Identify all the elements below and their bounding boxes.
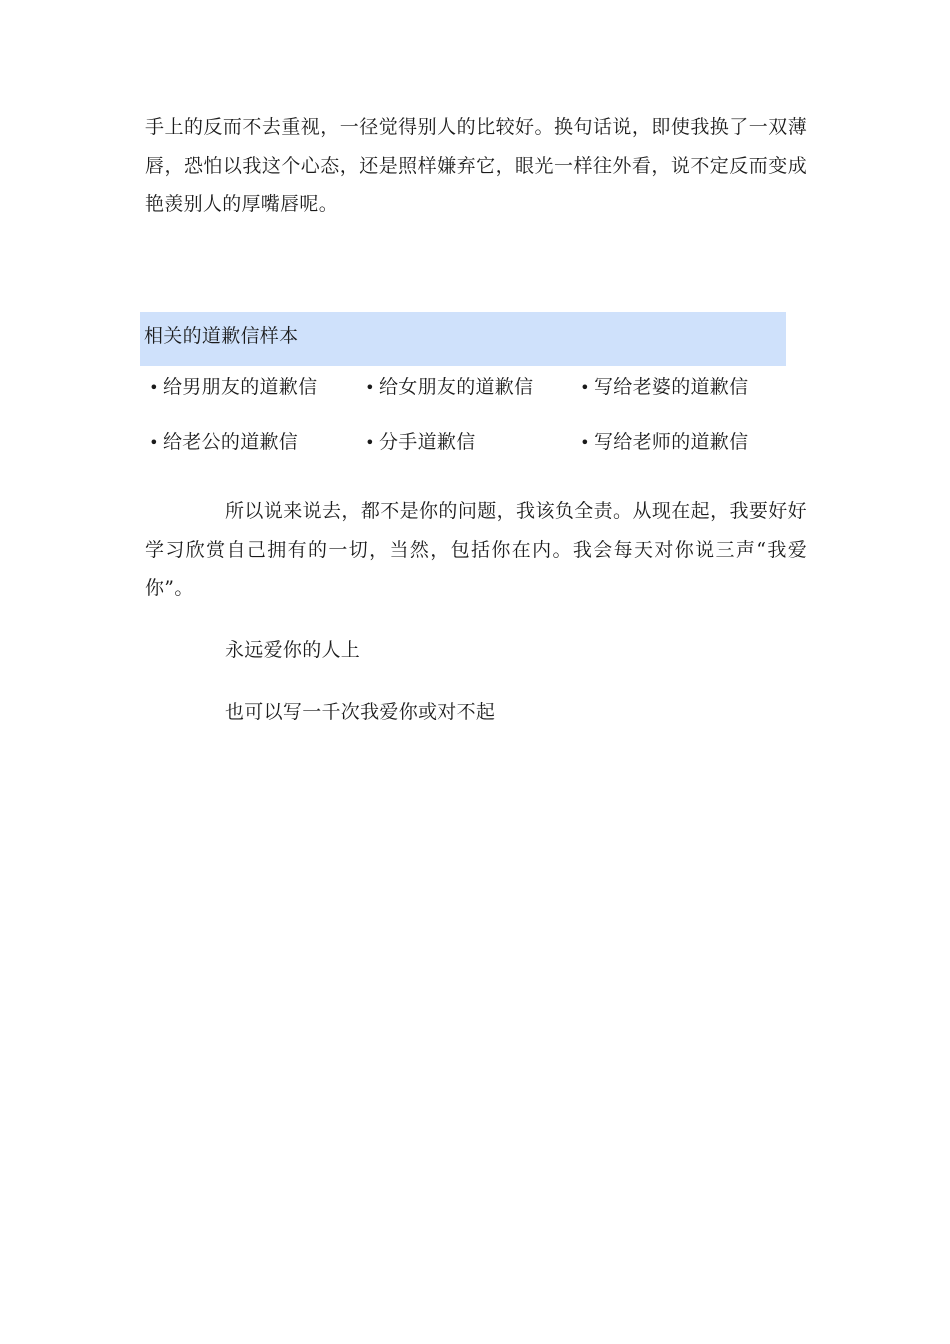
related-link-item[interactable]	[361, 372, 533, 403]
related-link-item[interactable]	[145, 372, 317, 403]
signature-line: 永远爱你的人上	[225, 639, 361, 661]
related-link-label[interactable]: 给男朋友的道歉信	[163, 376, 318, 398]
related-link-item[interactable]	[145, 427, 298, 458]
related-link-item[interactable]	[361, 427, 476, 458]
related-link-label[interactable]: 写给老师的道歉信	[594, 431, 749, 453]
related-section-title: 相关的道歉信样本	[144, 325, 299, 347]
related-link-label[interactable]: 分手道歉信	[379, 431, 476, 453]
closing-line: 也可以写一千次我爱你或对不起	[225, 701, 496, 723]
bullet-icon: •	[580, 433, 590, 452]
related-link-label[interactable]: 给女朋友的道歉信	[379, 376, 534, 398]
related-link-item[interactable]	[576, 372, 748, 403]
body-paragraph-mid: 所以说来说去，都不是你的问题，我该负全责。从现在起，我要好好学习欣赏自己拥有的一切，当然，包括你在内。我会每天对你说三声“我爱你”。	[145, 500, 807, 599]
related-link-label[interactable]: 写给老婆的道歉信	[594, 376, 749, 398]
bullet-icon: •	[365, 378, 375, 397]
body-paragraph-top: 手上的反而不去重视，一径觉得别人的比较好。换句话说，即使我换了一双薄唇，恐怕以我这个心态，还是照样嫌弃它，眼光一样往外看，说不定反而变成艳羡别人的厚嘴唇呢。	[145, 116, 807, 215]
bullet-icon: •	[365, 433, 375, 452]
bullet-icon: •	[149, 433, 159, 452]
bullet-icon: •	[149, 378, 159, 397]
bullet-icon: •	[580, 378, 590, 397]
related-link-item[interactable]	[576, 427, 748, 458]
related-section-header	[140, 312, 786, 366]
related-link-label[interactable]: 给老公的道歉信	[163, 431, 299, 453]
